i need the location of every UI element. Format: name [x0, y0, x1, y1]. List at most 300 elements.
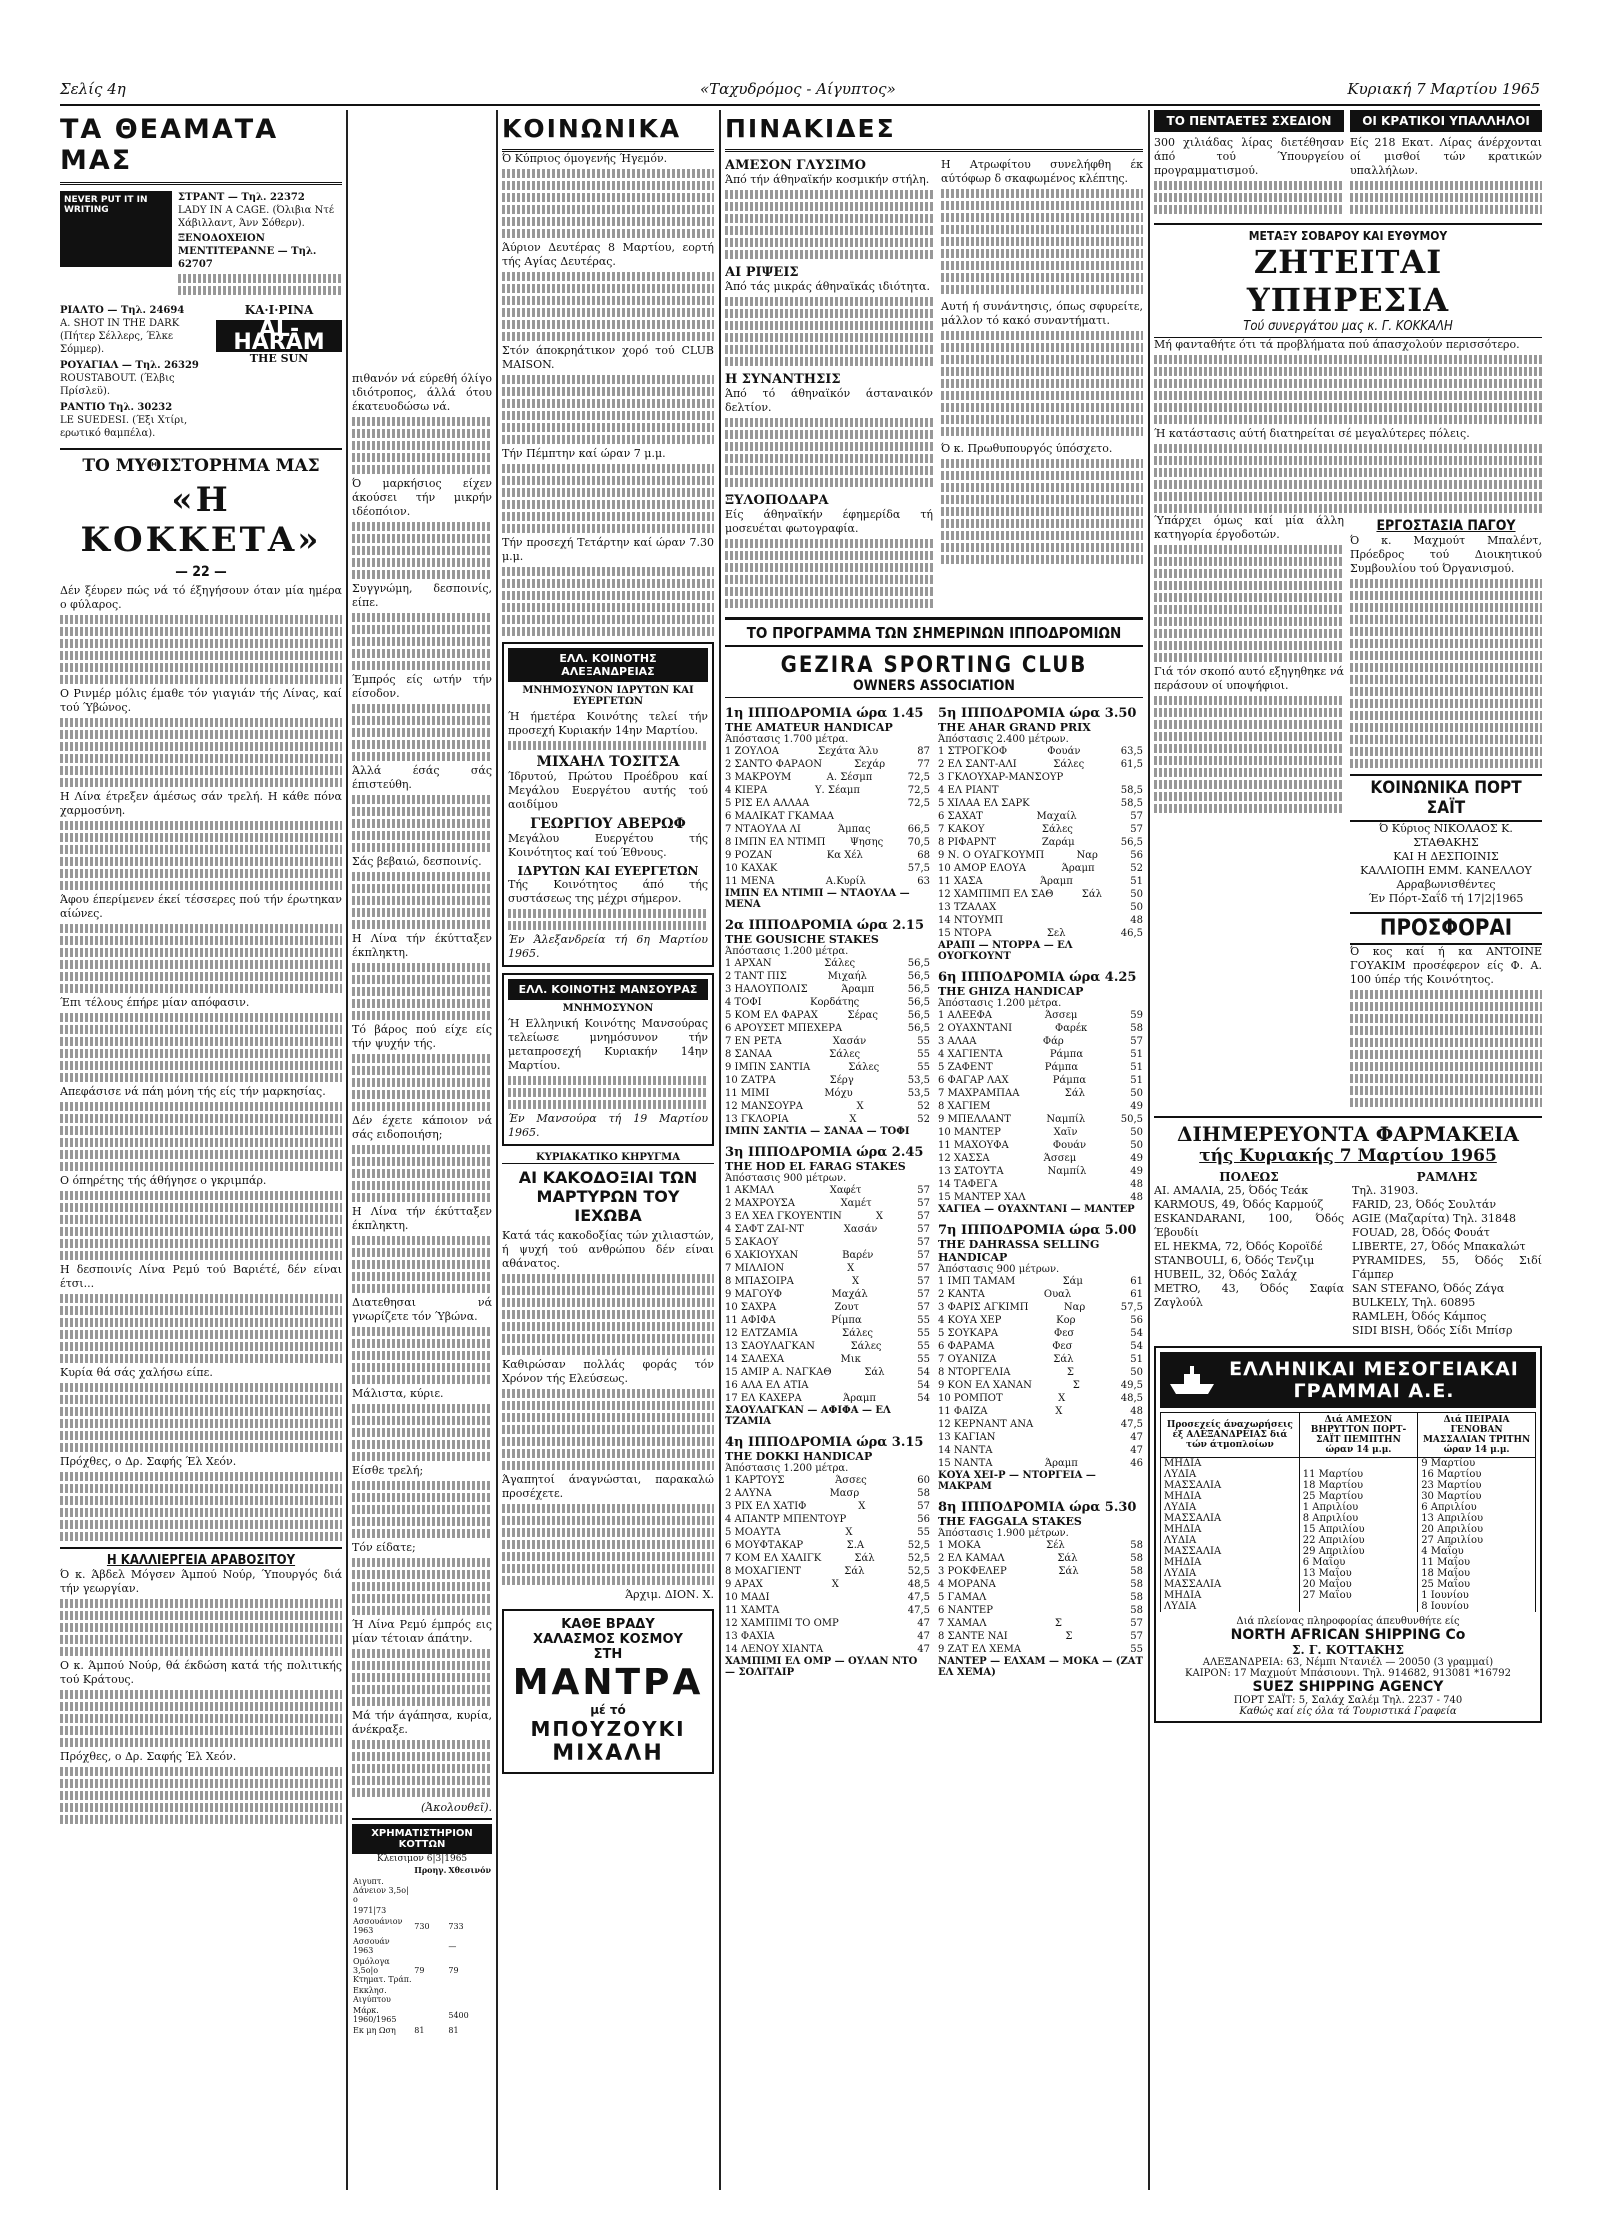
text-line: [502, 1310, 714, 1319]
horse-name: 13 ΦΑΧΙΑ: [725, 1631, 775, 1642]
paragraph-lead: Ή Λίνα Ρεμύ έμπρός εις μίαν τέτοιαν άπάτην.: [352, 1618, 492, 1645]
lower-news-row: [1154, 514, 1542, 1110]
text-line: [352, 1606, 492, 1615]
text-line: [60, 1508, 342, 1517]
horse-weight: 53,5: [907, 1075, 930, 1086]
ship-cell: ΜΑΣΣΑΛΙΑ: [1161, 1579, 1300, 1590]
text-line: [502, 1286, 714, 1295]
jockey-name: Ναρ: [1063, 1302, 1086, 1313]
ship-row: [1161, 1535, 1536, 1546]
text-line: [508, 1100, 708, 1109]
horse-name: 8 ΙΜΠΝ ΕΛ ΝΤΙΜΠ: [725, 837, 826, 848]
horse-weight: 48,5: [1120, 1393, 1143, 1404]
text-line: [502, 308, 714, 317]
prosforai-text: Ό κος καί ή κα ΑΝΤΟΙΝΕ ΓΟΥΑΚΙΜ προσέφερον είς Φ. Α. 100 ύπέρ τής Κοινότητος.: [1350, 945, 1542, 986]
text-line: [60, 742, 342, 751]
text-line: [941, 519, 1143, 528]
text-line: [60, 639, 342, 648]
horse-name: 15 ΝΤΟΡΑ: [938, 928, 992, 939]
jockey-name: Φεσ: [1054, 1328, 1075, 1339]
novel-text: [60, 584, 342, 1541]
horse-row: [725, 1565, 930, 1578]
karina-title: ΚΑ·Ι·ΡΙΝΑ: [244, 303, 314, 317]
market-col-header: [352, 1864, 413, 1876]
horse-row: [725, 1500, 930, 1513]
text-line: [60, 1215, 342, 1224]
cinema-radio-film: LE SUEDESI. (Έξι Χτίρι, ερωτικό θαμπέλα).: [60, 415, 188, 439]
market-row: [352, 1956, 492, 1985]
market-col-header: Χθεσινόν: [448, 1865, 491, 1875]
horse-weight: 48: [1130, 1406, 1143, 1417]
ship-cell: 11 Μαΐου: [1418, 1557, 1536, 1568]
column-divider: [719, 110, 721, 2190]
paragraph-lead: Διατεθησαι νά γνωρίζετε τόν Ύβώνα.: [352, 1296, 492, 1323]
text-line: [1350, 651, 1542, 660]
horse-row: [725, 875, 930, 888]
market-cell: Αιγυπτ. Δάνειον 3,5ο|ο: [353, 1877, 409, 1904]
horse-weight: 57,5: [907, 863, 930, 874]
memorial-text: Ή ήμετέρα Κοινότης τελεί τήν προσεχή Κυριακήν 14ην Μαρτίου.: [508, 710, 708, 737]
stock-market-table: [352, 1864, 492, 2036]
text-line: [725, 478, 933, 487]
text-line: [60, 1306, 342, 1315]
text-line: [941, 483, 1143, 492]
horse-name: 7 ΜΑΧΡΑΜΠΑΑ: [938, 1088, 1020, 1099]
jockey-name: Μαχάλ: [831, 1289, 868, 1300]
horse-name: 12 ΜΑΝΣΟΥΡΑ: [725, 1101, 803, 1112]
horse-row: [938, 771, 1143, 784]
text-line: [502, 320, 714, 329]
horse-row: [725, 1301, 930, 1314]
prosforai-more: [1350, 990, 1542, 1107]
paragraph-lead: Ή κατάστασις αύτή διατηρείται σέ μεγαλύτερες πόλεις.: [1154, 427, 1470, 440]
horse-name: 1 ΖΟΥΛΟΑ: [725, 746, 779, 757]
text-line: [508, 1088, 708, 1097]
ship-cell: 23 Μαρτίου: [1418, 1480, 1536, 1491]
mansoura-community-notice: [502, 973, 714, 1146]
horse-name: 10 ΑΜΟΡ ΕΛΟΥΑ: [938, 863, 1027, 874]
horse-weight: 52: [917, 1114, 930, 1125]
novel-part: — 22 —: [175, 564, 227, 580]
race-name: THE FAGGALA STAKES: [938, 1515, 1082, 1528]
ship-cell: 8 Ιουνίου: [1418, 1601, 1536, 1612]
horse-name: 5 ΣΑΚΑΟΥ: [725, 1237, 779, 1248]
horse-row: [938, 1165, 1143, 1178]
pinakides-items: [725, 152, 933, 611]
al-haram-subtitle: THE SUN: [249, 352, 309, 365]
horse-weight: 57: [917, 1302, 930, 1313]
horse-weight: 58: [1130, 1553, 1143, 1564]
paragraph-lead: Μάλιστα, κύριε.: [352, 1387, 444, 1400]
ship-cell: ΜΗΔΙΑ: [1161, 1524, 1300, 1535]
horse-name: 10 ΣΑΧΡΑ: [725, 1302, 777, 1313]
text-line: [352, 1517, 492, 1526]
horse-row: [725, 1223, 930, 1236]
text-line: [60, 936, 342, 945]
jockey-name: Χ: [875, 1211, 884, 1222]
race-favorites: ΙΜΠΝ ΣΑΝΤΙΑ — ΣΑΝΑΑ — ΤΟΦΙ: [725, 1126, 910, 1137]
text-line: [941, 471, 1143, 480]
text-line: [352, 843, 492, 852]
horse-weight: 49: [1130, 1101, 1143, 1112]
race-program: [725, 617, 1143, 1682]
horse-weight: 63,5: [1120, 746, 1143, 757]
race-title: 7η ΙΠΠΟΔΡΟΜΙΑ ώρα 5.00: [938, 1223, 1137, 1238]
text-line: [352, 1529, 492, 1538]
horse-weight: 57: [1130, 824, 1143, 835]
horse-row: [725, 1340, 930, 1353]
jockey-name: Σάλ: [1058, 1566, 1079, 1577]
horse-name: 14 ΛΕΝΟΥ ΧΙΑΝΤΑ: [725, 1644, 824, 1655]
text-line: [1350, 990, 1542, 999]
horse-name: 7 ΜΙΛΛΙΟΝ: [725, 1263, 785, 1274]
jockey-name: Υ. Σέαμπ: [814, 785, 860, 796]
pharmacies-city-list: [1154, 1184, 1344, 1310]
mantra-line: ΜΠΟΥΖΟΥΚΙ: [530, 1717, 686, 1741]
horse-name: 9 ΚΟΝ ΕΛ ΧΑΝΑΝ: [938, 1380, 1032, 1391]
text-line: [60, 1013, 342, 1022]
column-divider: [496, 110, 498, 2190]
horse-name: 3 ΗΑΛΟΥΠΟΛΙΣ: [725, 984, 808, 995]
horse-row: [938, 888, 1143, 901]
text-line: [60, 1114, 342, 1123]
text-line: [941, 249, 1143, 258]
paragraph-lead: Μή φανταθήτε ότι τά προβλήματα πού άπασχολούν περισσότερο.: [1154, 338, 1520, 351]
koinonika-port-header: ΚΟΙΝΩΝΙΚΑ ΠΟΡΤ ΣΑΪΤ: [1350, 774, 1542, 822]
text-line: [502, 579, 714, 588]
text-line: [352, 1272, 492, 1281]
horse-row: [938, 1392, 1143, 1405]
race-distance: Άπόστασις 2.400 μέτρων.: [938, 734, 1069, 745]
shipping-footer: Διά πλείονας πληροφορίας άπευθυνθήτε είς: [1236, 1616, 1460, 1627]
text-line: [1350, 747, 1542, 756]
horse-row: [938, 1578, 1143, 1591]
strand-listing: [178, 191, 342, 298]
text-line: [60, 1443, 342, 1452]
jockey-name: Φάρ: [1042, 1036, 1064, 1047]
jockey-name: Σάλ: [1057, 1553, 1078, 1564]
pinakides-side: [941, 152, 1143, 611]
race-favorites: ΑΡΑΠΙ — ΝΤΟΡΡΑ — ΕΛ ΟΥΟΓΚΟΥΝΤ: [938, 940, 1073, 962]
pharmacy-item: BULKELY, Τηλ. 60895: [1352, 1296, 1476, 1309]
ship-cell: [1299, 1601, 1417, 1612]
shipping-advertisement: [1154, 1346, 1542, 1723]
pharmacies-title: ΔΙΗΜΕΡΕΥΟΝΤΑ ΦΑΡΜΑΚΕΙΑ: [1177, 1122, 1519, 1146]
text-line: [941, 285, 1143, 294]
horse-name: 10 ΜΑΔΙ: [725, 1592, 770, 1603]
text-line: [1154, 391, 1542, 400]
text-line: [352, 920, 492, 929]
jockey-name: Σ: [1054, 1618, 1062, 1629]
jockey-name: Χασάν: [843, 1224, 878, 1235]
horse-name: 8 ΝΤΟΡΓΕΛΙΑ: [938, 1367, 1011, 1378]
race-title: 5η ΙΠΠΟΔΡΟΜΙΑ ώρα 3.50: [938, 706, 1137, 721]
horse-weight: 56,5: [1120, 837, 1143, 848]
sermon-section: [502, 1152, 714, 1601]
horse-weight: 49,5: [1120, 1380, 1143, 1391]
ship-col-header: Διά ΠΕΙΡΑΙΑ ΓΕΝΟΒΑΝ ΜΑΣΣΑΛΙΑΝ ΤΡΙΤΗΝ ώραν 14 μ.μ.: [1418, 1413, 1536, 1458]
text-line: [60, 1520, 342, 1529]
horse-row: [938, 1327, 1143, 1340]
text-line: [502, 1528, 714, 1537]
horse-row: [938, 1552, 1143, 1565]
paragraph-lead: Άφου έπερίμενεν έκεί τέσσερες πού τήν έρωτηκαν αίώνες.: [60, 893, 342, 920]
horse-name: 17 ΕΛ ΚΑΧΕΡΑ: [725, 1393, 802, 1404]
ship-cell: ΛΥΔΙΑ: [1161, 1568, 1300, 1579]
text-line: [60, 1496, 342, 1505]
horse-row: [938, 1061, 1143, 1074]
text-line: [502, 1334, 714, 1343]
races-left: [725, 698, 930, 1682]
market-row: [352, 1916, 492, 1936]
novel-header: ΤΟ ΜΥΘΙΣΤΟΡΗΜΑ ΜΑΣ: [82, 456, 320, 476]
text-line: [352, 831, 492, 840]
horse-name: 8 ΜΠΑΣΟΙΡΑ: [725, 1276, 794, 1287]
text-line: [502, 1425, 714, 1434]
horse-weight: 47: [1130, 1432, 1143, 1443]
text-line: [352, 429, 492, 438]
mantra-line: ΚΑΘΕ ΒΡΑΔΥ: [561, 1617, 655, 1632]
horse-name: 1 ΑΡΧΑΝ: [725, 958, 772, 969]
club-name: GEZIRA SPORTING CLUB: [780, 653, 1088, 678]
horse-weight: 46: [1130, 1458, 1143, 1469]
pharmacies-city: [1154, 1170, 1344, 1338]
horse-name: 9 ΡΟΖΑΝ: [725, 850, 773, 861]
text-line: [60, 651, 342, 660]
text-line: [60, 924, 342, 933]
horse-row: [938, 862, 1143, 875]
ship-cell: [1299, 1458, 1417, 1470]
text-line: [941, 543, 1143, 552]
horse-row: [725, 996, 930, 1009]
race-distance: Άπόστασις 1.200 μέτρα.: [938, 998, 1062, 1009]
averof-text: Μεγάλου Ευεργέτου τής Κοινότητος καί τού Έθνους.: [508, 832, 708, 859]
market-cell: [413, 2005, 447, 2025]
market-cell: 79: [414, 1966, 425, 1975]
horse-row: [938, 849, 1143, 862]
text-line: [725, 202, 933, 211]
horse-name: 6 ΝΑΝΤΕΡ: [938, 1605, 993, 1616]
pharmacy-item: Τηλ. 31903.: [1352, 1184, 1419, 1197]
horse-weight: 55: [1130, 1644, 1143, 1655]
text-line: [352, 453, 492, 462]
ship-cell: ΜΗΔΙΑ: [1161, 1458, 1300, 1470]
horse-row: [725, 1100, 930, 1113]
horse-row: [725, 1353, 930, 1366]
horse-name: 6 ΑΡΟΥΣΕΤ ΜΠΕΧΕΡΑ: [725, 1023, 843, 1034]
jockey-name: Σάλες: [842, 1328, 873, 1339]
horse-weight: 56,5: [907, 984, 930, 995]
kratikoi-text: Είς 218 Εκατ. Λίρας άνέρχονται οί μισθοί τών κρατικών υπαλλήλων.: [1350, 136, 1542, 177]
text-line: [352, 1054, 492, 1063]
jockey-name: Χ: [1055, 1406, 1063, 1417]
text-line: [352, 1011, 492, 1020]
market-row: [352, 1985, 492, 2005]
text-line: [1350, 603, 1542, 612]
market-cell: 5400: [448, 2010, 469, 2020]
race-name: THE DAHRASSA SELLING HANDICAP: [938, 1238, 1100, 1264]
horse-row: [938, 1630, 1143, 1643]
ship-cell: 27 Απριλίου: [1418, 1535, 1536, 1546]
text-line: [60, 1049, 342, 1058]
paragraph-lead: Άγαπητοί άναγνώσται, παρακαλώ προσέχετε.: [502, 1473, 714, 1500]
text-line: [352, 1351, 492, 1360]
text-line: [1154, 367, 1542, 376]
jockey-name: Άσσες: [835, 1475, 867, 1486]
text-line: [352, 819, 492, 828]
horse-row: [938, 1340, 1143, 1353]
horse-weight: 56: [1130, 850, 1143, 861]
jockey-name: Άμπας: [837, 824, 871, 835]
jockey-name: Φεσ: [1052, 1341, 1073, 1352]
jockey-name: Χ: [845, 1527, 853, 1538]
text-line: [1154, 205, 1344, 214]
horse-weight: 47,5: [1120, 1419, 1143, 1430]
cinema-list: [60, 304, 210, 440]
horse-row: [725, 983, 930, 996]
kalliergeia-section: [60, 1547, 342, 1824]
text-line: [352, 884, 492, 893]
jockey-name: Άραμπ: [1044, 1458, 1078, 1469]
market-row: [352, 2025, 492, 2036]
text-line: [60, 1779, 342, 1788]
text-line: [1350, 579, 1542, 588]
pharmacies-lists: [1154, 1170, 1542, 1338]
text-line: [1154, 355, 1542, 364]
mantra-line: μέ τό: [590, 1703, 626, 1717]
kalliergeia-header: Η ΚΑΛΛΙΕΡΓΕΙΑ ΑΡΑΒΟΣΙΤΟΥ: [106, 1553, 296, 1568]
text-line: [502, 296, 714, 305]
text-line: [941, 495, 1143, 504]
horse-row: [938, 1074, 1143, 1087]
text-line: [60, 1726, 342, 1735]
horse-row: [725, 823, 930, 836]
text-line: [352, 558, 492, 567]
race-distance: Άπόστασις 1.900 μέτρων.: [938, 1528, 1069, 1539]
text-line: [725, 190, 933, 199]
horse-row: [725, 1249, 930, 1262]
pharmacies-section: [1154, 1116, 1542, 1338]
jockey-name: Φουάν: [1047, 746, 1081, 757]
page-date: Κυριακή 7 Μαρτίου 1965: [1347, 80, 1540, 98]
text-line: [352, 1740, 492, 1749]
text-line: [60, 1647, 342, 1656]
horse-row: [725, 1487, 930, 1500]
jockey-name: Σ: [1065, 1631, 1073, 1642]
text-line: [352, 1481, 492, 1490]
race-title: 3η ΙΠΠΟΔΡΟΜΙΑ ώρα 2.45: [725, 1145, 924, 1160]
text-line: [60, 1738, 342, 1747]
text-line: [1154, 617, 1344, 626]
text-line: [502, 399, 714, 408]
jockey-name: Μαχαίλ: [1036, 811, 1077, 822]
text-line: [352, 1236, 492, 1245]
horse-name: 9 ΜΑΓΟΥΦ: [725, 1289, 782, 1300]
horse-row: [938, 1113, 1143, 1126]
text-line: [1154, 804, 1344, 813]
horse-weight: 56,5: [907, 1023, 930, 1034]
mantra-title: ΜΑΝΤΡΑ: [512, 1662, 704, 1703]
text-line: [941, 331, 1143, 340]
text-line: [502, 615, 714, 624]
horse-weight: 47,5: [907, 1605, 930, 1616]
column-divider: [346, 110, 348, 2190]
suez-agency: SUEZ SHIPPING AGENCY: [1252, 1679, 1444, 1695]
horse-name: 15 ΑΜΙΡ Α. ΝΑΓΚΑΘ: [725, 1367, 832, 1378]
text-line: [352, 570, 492, 579]
paragraph-lead: Δέν ξέυρεν πώς νά τό έξηγήσουν όταν μία ημέρα ο φύλαρος.: [60, 584, 342, 611]
paragraph-lead: Κατά τάς κακοδοξίας τών χιλιαστών, ή ψυχή τού ανθρώπου δέν είναι αθάνατος.: [502, 1229, 714, 1270]
horse-weight: 59: [1130, 1010, 1143, 1021]
jockey-name: Άραμπ: [843, 1393, 876, 1404]
text-line: [502, 1437, 714, 1446]
horse-row: [938, 1288, 1143, 1301]
text-line: [60, 1623, 342, 1632]
text-line: [60, 1294, 342, 1303]
race-name: THE DOKKI HANDICAP: [725, 1450, 873, 1463]
race-title: 4η ΙΠΠΟΔΡΟΜΙΑ ώρα 3.15: [725, 1435, 924, 1450]
pharmacy-item: METRO, 43, Όδός Σαφία Ζαγλούλ: [1154, 1282, 1344, 1309]
market-row: [352, 1936, 492, 1956]
pharmacy-item: FARID, 23, Όδός Σουλτάν: [1352, 1198, 1497, 1211]
horse-name: 4 ΧΑΓΙΕΝΤΑ: [938, 1049, 1003, 1060]
text-line: [60, 1714, 342, 1723]
jockey-name: Χ: [831, 1579, 839, 1590]
jockey-name: Μασρ: [829, 1488, 860, 1499]
horse-row: [725, 1087, 930, 1100]
horse-row: [938, 1035, 1143, 1048]
text-line: [352, 1193, 492, 1202]
horse-name: 11 ΜΑΧΟΥΦΑ: [938, 1140, 1009, 1151]
text-line: [1154, 744, 1344, 753]
text-line: [1350, 1038, 1542, 1047]
text-line: [352, 1260, 492, 1269]
horse-row: [938, 1539, 1143, 1552]
horse-weight: 68: [917, 850, 930, 861]
text-line: [60, 1227, 342, 1236]
pharmacies-ramleh-list: [1352, 1184, 1542, 1338]
horse-name: 5 ΡΙΣ ΕΛ ΑΛΛΑΑ: [725, 798, 810, 809]
text-line: [941, 273, 1143, 282]
ship-cell: 1 Απριλίου: [1299, 1502, 1417, 1513]
zhteitai-title: ΖΗΤΕΙΤΑΙ ΥΠΗΡΕΣΙΑ: [1246, 243, 1450, 319]
text-line: [1350, 1050, 1542, 1059]
text-line: [352, 1764, 492, 1773]
text-line: [60, 615, 342, 624]
horse-weight: 72,5: [907, 772, 930, 783]
text-line: [60, 1472, 342, 1481]
side-lead: Ό κ. Πρωθυπουργός ύπόσχετο.: [941, 442, 1113, 455]
text-line: [502, 1322, 714, 1331]
text-line: [1350, 193, 1542, 202]
page-header-line: [60, 78, 1540, 106]
text-line: [941, 391, 1143, 400]
newspaper-name: «Ταχυδρόμος - Αίγυπτος»: [700, 80, 896, 98]
text-line: [502, 1540, 714, 1549]
horse-name: 6 ΜΟΥΦΤΑΚΑΡ: [725, 1540, 804, 1551]
koinonika-port-text: [1350, 822, 1542, 906]
text-line: [941, 531, 1143, 540]
horse-row: [938, 797, 1143, 810]
horse-weight: 77: [917, 759, 930, 770]
text-line: [725, 454, 933, 463]
ship-header-row: [1161, 1413, 1536, 1458]
text-line: [1154, 504, 1542, 513]
owners-association: OWNERS ASSOCIATION: [725, 678, 1143, 698]
jockey-name: Σάλες: [1053, 759, 1085, 770]
pharmacy-item: AGIE (Μαζαρίτα) Τηλ. 31848: [1352, 1212, 1516, 1225]
karina-block: [216, 304, 342, 440]
